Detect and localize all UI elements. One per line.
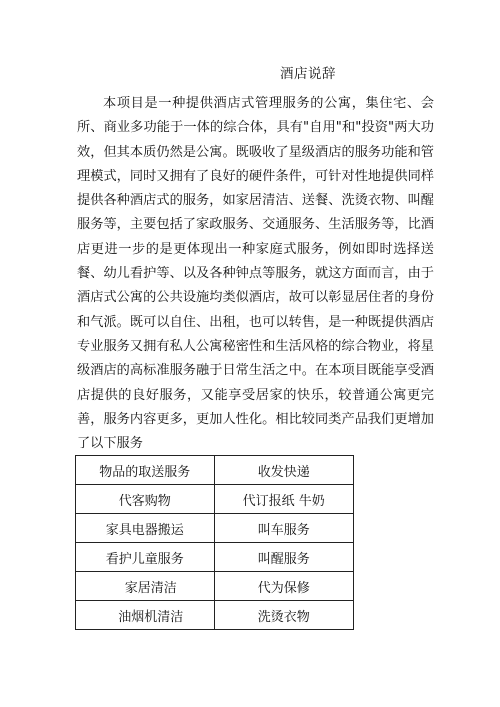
service-item: 代订报纸 牛奶: [242, 493, 325, 509]
table-cell: [76, 514, 215, 543]
services-table: [75, 455, 354, 630]
service-item: 家居清洁: [124, 580, 177, 596]
table-cell: [76, 485, 215, 514]
service-item: 油烟机清洁: [118, 609, 184, 625]
table-cell: [214, 485, 354, 514]
table-cell: [214, 456, 354, 485]
table-cell: [76, 572, 215, 601]
table-cell: [76, 456, 215, 485]
service-item: 家具电器搬运: [105, 522, 184, 538]
service-item: 洗烫衣物: [257, 609, 310, 625]
table-row: [76, 543, 354, 572]
service-item: 叫醒服务: [257, 551, 310, 567]
service-item: 代客购物: [118, 493, 171, 509]
table-cell: [214, 514, 354, 543]
table-row: [76, 456, 354, 485]
table-row: [76, 514, 354, 543]
service-item: 叫车服务: [257, 522, 310, 538]
table-row: [76, 572, 354, 601]
table-cell: [76, 543, 215, 572]
service-item: 收发快递: [257, 464, 310, 480]
table-cell: [214, 601, 354, 630]
table-cell: [214, 543, 354, 572]
service-item: 代为保修: [257, 580, 310, 596]
table-cell: [76, 601, 215, 630]
table-row: [76, 485, 354, 514]
document-title: 酒店说辞: [280, 66, 336, 82]
document-body-paragraph: 本项目是一种提供酒店式管理服务的公寓，集住宅、会所、商业多功能于一体的综合体，具有"自用"和"投资"两大功效，但其本质仍然是公寓。既吸收了星级酒店的服务功能和管理模式，同时又拥有了良好的硬件条件，可针对性地提供同样提供各种酒店式的服务，如家居清洁、送餐、洗烫衣物、叫醒服务等，主要包括了家政服务、交通服务、生活服务等，比酒店更进一步的是更体现出一种家庭式服务，例如即时选择送餐、幼儿看护等、以及各种钟点等服务，就这方面而言，由于酒店式公寓的公共设施均类似酒店，故可以彰显居住者的身份和气派。既可以自住、出租，也可以转售，是一种既提供酒店专业服务又拥有私人公寓秘密性和生活风格的综合物业，将星级酒店的高标准服务融于日常生活之中。在本项目既能享受酒店提供的良好服务，又能享受居家的快乐，较普通公寓更完善，服务内容更多，更加人性化。相比较同类产品我们更增加了以下服务: [77, 96, 434, 452]
service-item: 看护儿童服务: [105, 551, 184, 567]
service-item: 物品的取送服务: [99, 464, 191, 480]
table-cell: [214, 572, 354, 601]
table-row: [76, 601, 354, 630]
